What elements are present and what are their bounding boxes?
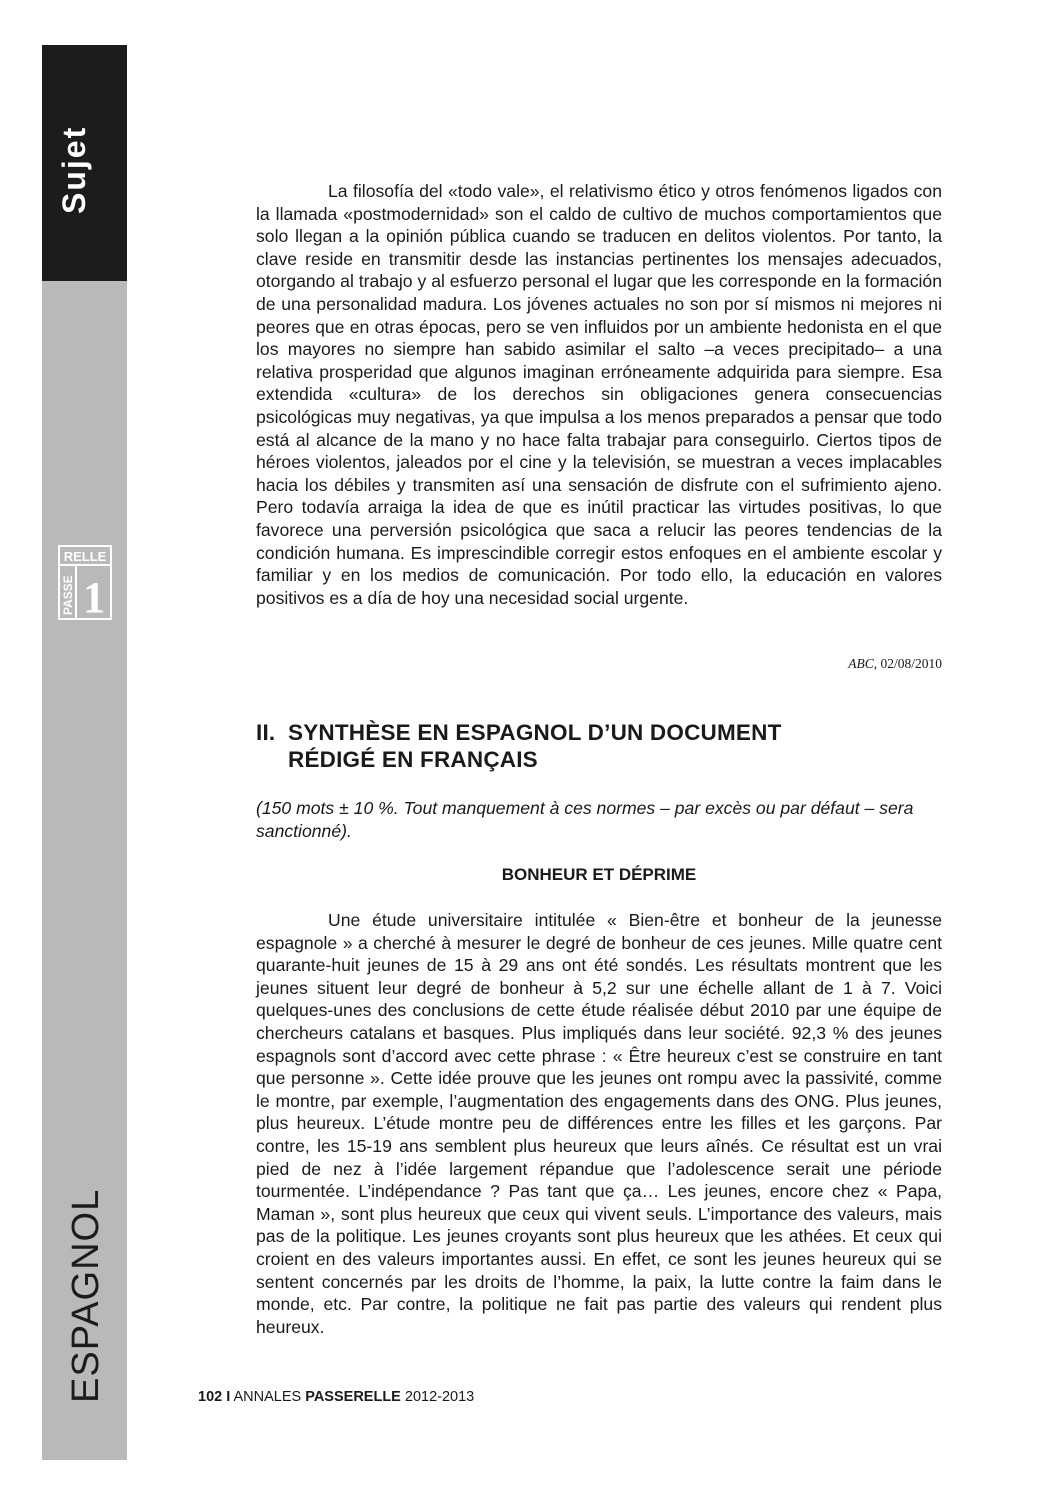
section-label: Sujet xyxy=(56,125,92,214)
subject-label: ESPAGNOL xyxy=(65,1188,107,1403)
section-instructions: (150 mots ± 10 %. Tout manquement à ces normes – par excès ou par défaut – sera sanctionné). xyxy=(256,798,914,841)
footer-separator: I xyxy=(226,1389,231,1405)
article-paragraph: La filosofía del «todo vale», el relativismo ético y otros fenómenos ligados con la llamada «postmodernidad» son el caldo de cultivo de muchos comportamientos que solo llegan a la opinión pública cuando se traducen en delitos violentos. Por tanto, la clave reside en transmitir desde las instancias pertinentes los mensajes adecuados, otorgando al trabajo y al esfuerzo personal el lugar que les corresponde en la formación de una personalidad madura. Los jóvenes actuales no son por sí mismos ni mejores ni peores que en otras épocas, pero se ven influidos por un ambiente hedonista en el que los mayores no siempre han sabido asimilar el salto –a veces precipitado– a una relativa prosperidad que algunos imaginan erróneamente adquirida para siempre. Esa extendida «cultura» de los derechos sin obligaciones genera consecuencias psicológicas muy negativas, ya que impulsa a los menos preparados a pensar que todo está al alcance de la mano y no hace falta trabajar para conseguirlo. Ciertos tipos de héroes violentos, jaleados por el cine y la televisión, se muestran a veces implacables hacia los débiles y transmiten así una sensación de disfrute con el sufrimiento ajeno. Pero todavía arraiga la idea de que es inútil practicar las virtudes positivas, lo que favorece una perversión psicológica que saca a relucir las peores tendencias de la condición humana. Es imprescindible corregir estos enfoques en el ambiente escolar y familiar y en los medios de comunicación. Por todo ello, la educación en valores positivos es a día de hoy una necesidad social urgente. xyxy=(256,181,942,608)
footer-annales: ANNALES xyxy=(233,1389,302,1405)
passerelle-logo xyxy=(58,545,112,620)
footer-years: 2012-2013 xyxy=(404,1389,475,1405)
section-number: II. xyxy=(256,720,276,745)
document-title: BONHEUR ET DÉPRIME xyxy=(501,865,697,884)
section-heading xyxy=(256,719,942,773)
logo-number: 1 xyxy=(83,573,105,620)
logo-side-text: PASSE xyxy=(61,575,75,615)
source-date: , 02/08/2010 xyxy=(873,656,942,671)
footer-brand: PASSERELLE xyxy=(305,1389,401,1405)
document-paragraph: Une étude universitaire intitulée « Bien-être et bonheur de la jeunesse espagnole » a cherché à mesurer le degré de bonheur de ces jeunes. Mille quatre cent quarante-huit jeunes de 15 à 29 ans ont été sondés. Les résultats montrent que les jeunes situent leur degré de bonheur à 5,2 sur une échelle allant de 1 à 7. Voici quelques-unes des conclusions de cette étude réalisée début 2010 par une équipe de chercheurs catalans et basques. Plus impliqués dans leur société. 92,3 % des jeunes espagnols sont d’accord avec cette phrase : « Être heureux c’est se construire en tant que personne ». Cette idée prouve que les jeunes ont rompu avec la passivité, comme le montre, par exemple, l’augmentation des engagements dans des ONG. Plus jeunes, plus heureux. L’étude montre peu de différences entre les filles et les garçons. Par contre, les 15-19 ans semblent plus heureux que leurs aînés. Ce résultat est un vrai pied de nez à l’idée largement répandue que l’adolescence serait une période tourmentée. L’indépendance ? Pas tant que ça… Les jeunes, encore chez « Papa, Maman », sont plus heureux que ceux qui vivent seuls. L’importance des valeurs, mais pas de la politique. Les jeunes croyants sont plus heureux que les athées. Et ceux qui croient en des valeurs importantes aussi. En effet, ce sont les jeunes heureux qui se sentent concernés par les droits de l’homme, la paix, la lutte contre la faim dans le monde, etc. Par contre, la politique ne fait pas partie des valeurs qui rendent plus heureux. xyxy=(256,910,942,1337)
logo-top-text: RELLE xyxy=(63,549,107,564)
section-title-line1: SYNTHÈSE EN ESPAGNOL D’UN DOCUMENT xyxy=(288,720,782,745)
page-number: 102 xyxy=(198,1389,223,1405)
section-title-line2: RÉDIGÉ EN FRANÇAIS xyxy=(288,747,538,772)
source-publication: ABC xyxy=(848,656,874,671)
page-footer xyxy=(198,1389,474,1405)
article-source xyxy=(848,656,942,672)
